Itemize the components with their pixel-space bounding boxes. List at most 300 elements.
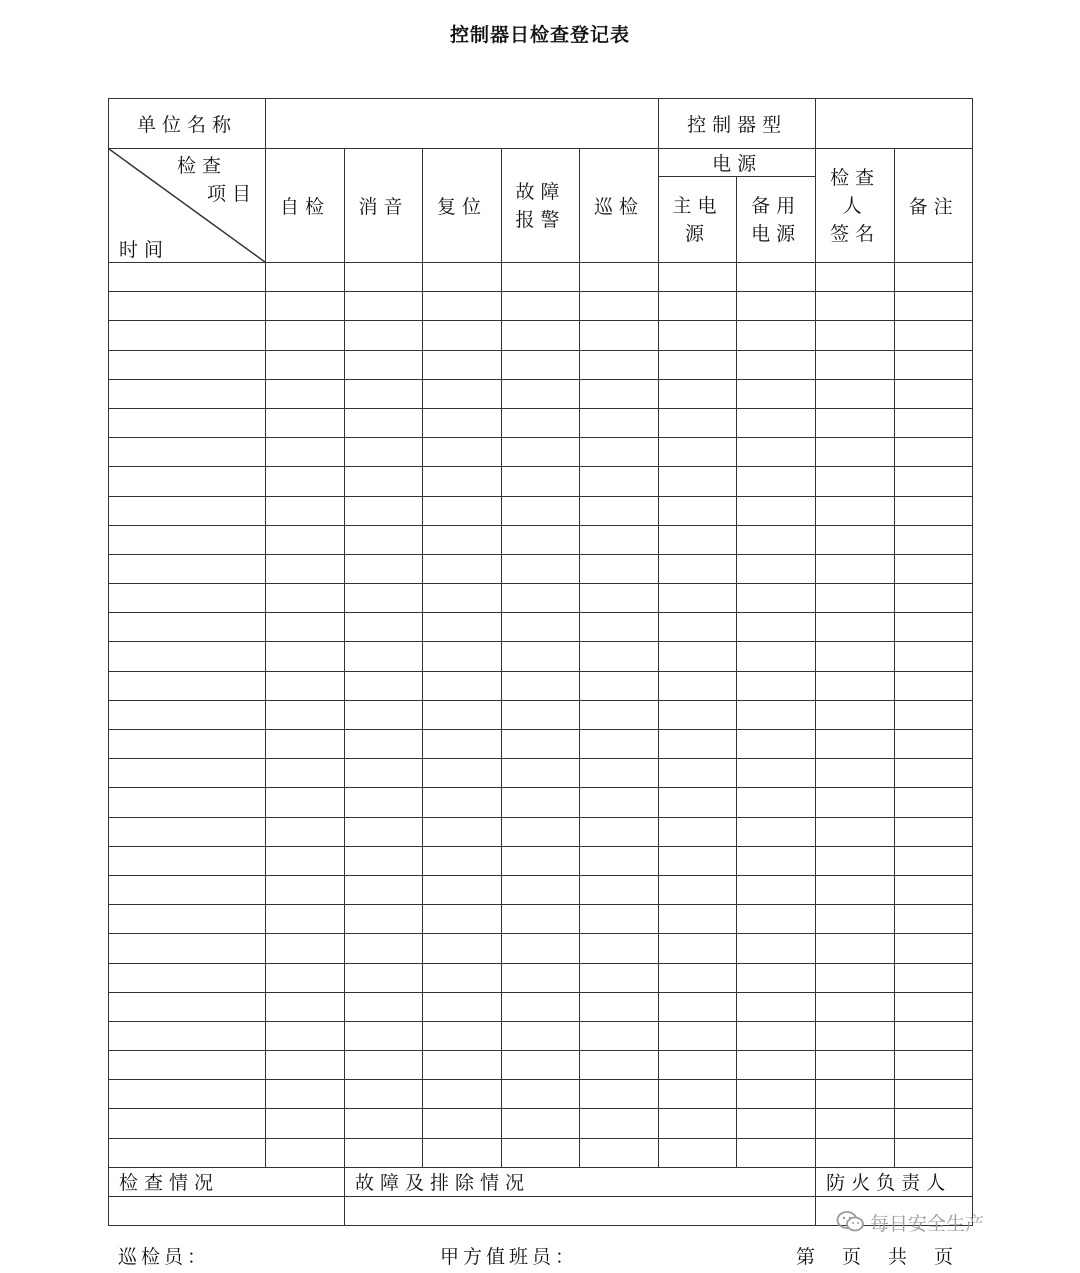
- cell-remark[interactable]: [895, 992, 973, 1021]
- cell-inspector[interactable]: [816, 613, 895, 642]
- cell-selfcheck[interactable]: [266, 554, 345, 583]
- cell-time[interactable]: [109, 1051, 266, 1080]
- cell-time[interactable]: [109, 934, 266, 963]
- cell-patrol[interactable]: [580, 379, 659, 408]
- cell-patrol[interactable]: [580, 1080, 659, 1109]
- cell-backup-power[interactable]: [737, 379, 816, 408]
- cell-fault-alarm[interactable]: [502, 263, 580, 292]
- cell-reset[interactable]: [423, 379, 502, 408]
- cell-remark[interactable]: [895, 759, 973, 788]
- cell-inspector[interactable]: [816, 1051, 895, 1080]
- cell-inspector[interactable]: [816, 438, 895, 467]
- cell-patrol[interactable]: [580, 730, 659, 759]
- cell-remark[interactable]: [895, 642, 973, 671]
- cell-backup-power[interactable]: [737, 613, 816, 642]
- cell-time[interactable]: [109, 263, 266, 292]
- cell-patrol[interactable]: [580, 408, 659, 437]
- cell-fault-alarm[interactable]: [502, 1109, 580, 1138]
- cell-mute[interactable]: [345, 759, 423, 788]
- cell-selfcheck[interactable]: [266, 846, 345, 875]
- cell-mute[interactable]: [345, 379, 423, 408]
- cell-mute[interactable]: [345, 905, 423, 934]
- cell-inspector[interactable]: [816, 934, 895, 963]
- cell-selfcheck[interactable]: [266, 992, 345, 1021]
- cell-main-power[interactable]: [659, 292, 737, 321]
- cell-backup-power[interactable]: [737, 905, 816, 934]
- cell-selfcheck[interactable]: [266, 496, 345, 525]
- cell-patrol[interactable]: [580, 263, 659, 292]
- cell-time[interactable]: [109, 467, 266, 496]
- cell-time[interactable]: [109, 846, 266, 875]
- cell-remark[interactable]: [895, 554, 973, 583]
- cell-main-power[interactable]: [659, 1109, 737, 1138]
- cell-remark[interactable]: [895, 1109, 973, 1138]
- cell-fault-alarm[interactable]: [502, 350, 580, 379]
- cell-backup-power[interactable]: [737, 875, 816, 904]
- cell-fault-alarm[interactable]: [502, 1051, 580, 1080]
- cell-selfcheck[interactable]: [266, 671, 345, 700]
- cell-time[interactable]: [109, 788, 266, 817]
- cell-time[interactable]: [109, 584, 266, 613]
- cell-main-power[interactable]: [659, 613, 737, 642]
- cell-remark[interactable]: [895, 525, 973, 554]
- cell-main-power[interactable]: [659, 496, 737, 525]
- cell-mute[interactable]: [345, 350, 423, 379]
- cell-main-power[interactable]: [659, 408, 737, 437]
- cell-mute[interactable]: [345, 584, 423, 613]
- cell-inspector[interactable]: [816, 584, 895, 613]
- cell-reset[interactable]: [423, 905, 502, 934]
- cell-backup-power[interactable]: [737, 700, 816, 729]
- cell-mute[interactable]: [345, 788, 423, 817]
- cell-selfcheck[interactable]: [266, 379, 345, 408]
- cell-inspector[interactable]: [816, 759, 895, 788]
- cell-time[interactable]: [109, 759, 266, 788]
- cell-reset[interactable]: [423, 700, 502, 729]
- cell-fault-alarm[interactable]: [502, 321, 580, 350]
- cell-remark[interactable]: [895, 817, 973, 846]
- cell-inspector[interactable]: [816, 1138, 895, 1167]
- cell-selfcheck[interactable]: [266, 350, 345, 379]
- cell-fault-alarm[interactable]: [502, 379, 580, 408]
- cell-mute[interactable]: [345, 263, 423, 292]
- cell-patrol[interactable]: [580, 1138, 659, 1167]
- cell-mute[interactable]: [345, 963, 423, 992]
- cell-inspector[interactable]: [816, 379, 895, 408]
- cell-reset[interactable]: [423, 1051, 502, 1080]
- cell-reset[interactable]: [423, 759, 502, 788]
- cell-main-power[interactable]: [659, 438, 737, 467]
- cell-time[interactable]: [109, 408, 266, 437]
- cell-main-power[interactable]: [659, 846, 737, 875]
- cell-selfcheck[interactable]: [266, 321, 345, 350]
- cell-backup-power[interactable]: [737, 321, 816, 350]
- cell-backup-power[interactable]: [737, 350, 816, 379]
- cell-selfcheck[interactable]: [266, 525, 345, 554]
- cell-time[interactable]: [109, 642, 266, 671]
- cell-inspector[interactable]: [816, 496, 895, 525]
- cell-remark[interactable]: [895, 292, 973, 321]
- cell-mute[interactable]: [345, 613, 423, 642]
- cell-main-power[interactable]: [659, 1051, 737, 1080]
- cell-patrol[interactable]: [580, 934, 659, 963]
- cell-reset[interactable]: [423, 613, 502, 642]
- cell-reset[interactable]: [423, 350, 502, 379]
- cell-remark[interactable]: [895, 408, 973, 437]
- cell-remark[interactable]: [895, 1051, 973, 1080]
- cell-backup-power[interactable]: [737, 292, 816, 321]
- cell-mute[interactable]: [345, 1138, 423, 1167]
- cell-time[interactable]: [109, 613, 266, 642]
- cell-fault-alarm[interactable]: [502, 584, 580, 613]
- cell-patrol[interactable]: [580, 1109, 659, 1138]
- cell-remark[interactable]: [895, 1021, 973, 1050]
- cell-main-power[interactable]: [659, 671, 737, 700]
- cell-fault-alarm[interactable]: [502, 817, 580, 846]
- cell-selfcheck[interactable]: [266, 700, 345, 729]
- cell-main-power[interactable]: [659, 321, 737, 350]
- cell-mute[interactable]: [345, 730, 423, 759]
- cell-selfcheck[interactable]: [266, 730, 345, 759]
- cell-fault-alarm[interactable]: [502, 700, 580, 729]
- cell-main-power[interactable]: [659, 467, 737, 496]
- cell-time[interactable]: [109, 992, 266, 1021]
- cell-main-power[interactable]: [659, 379, 737, 408]
- unit-name-field[interactable]: [266, 99, 659, 149]
- cell-fault-alarm[interactable]: [502, 934, 580, 963]
- cell-fault-alarm[interactable]: [502, 759, 580, 788]
- cell-backup-power[interactable]: [737, 467, 816, 496]
- cell-fault-alarm[interactable]: [502, 613, 580, 642]
- cell-inspector[interactable]: [816, 817, 895, 846]
- cell-inspector[interactable]: [816, 554, 895, 583]
- cell-fault-alarm[interactable]: [502, 963, 580, 992]
- cell-patrol[interactable]: [580, 613, 659, 642]
- cell-reset[interactable]: [423, 1021, 502, 1050]
- cell-mute[interactable]: [345, 408, 423, 437]
- cell-time[interactable]: [109, 496, 266, 525]
- cell-mute[interactable]: [345, 846, 423, 875]
- cell-inspector[interactable]: [816, 905, 895, 934]
- cell-patrol[interactable]: [580, 788, 659, 817]
- cell-selfcheck[interactable]: [266, 438, 345, 467]
- cell-main-power[interactable]: [659, 905, 737, 934]
- cell-main-power[interactable]: [659, 1138, 737, 1167]
- cell-fault-alarm[interactable]: [502, 992, 580, 1021]
- cell-mute[interactable]: [345, 671, 423, 700]
- cell-reset[interactable]: [423, 584, 502, 613]
- cell-backup-power[interactable]: [737, 671, 816, 700]
- cell-mute[interactable]: [345, 525, 423, 554]
- cell-time[interactable]: [109, 1138, 266, 1167]
- cell-time[interactable]: [109, 292, 266, 321]
- cell-mute[interactable]: [345, 642, 423, 671]
- cell-mute[interactable]: [345, 1080, 423, 1109]
- cell-backup-power[interactable]: [737, 817, 816, 846]
- cell-selfcheck[interactable]: [266, 905, 345, 934]
- cell-time[interactable]: [109, 554, 266, 583]
- cell-fault-alarm[interactable]: [502, 1138, 580, 1167]
- cell-fault-alarm[interactable]: [502, 1021, 580, 1050]
- cell-reset[interactable]: [423, 992, 502, 1021]
- cell-reset[interactable]: [423, 408, 502, 437]
- cell-mute[interactable]: [345, 292, 423, 321]
- cell-time[interactable]: [109, 671, 266, 700]
- cell-backup-power[interactable]: [737, 788, 816, 817]
- cell-inspector[interactable]: [816, 1021, 895, 1050]
- cell-backup-power[interactable]: [737, 554, 816, 583]
- cell-backup-power[interactable]: [737, 963, 816, 992]
- cell-time[interactable]: [109, 1021, 266, 1050]
- cell-selfcheck[interactable]: [266, 292, 345, 321]
- cell-inspector[interactable]: [816, 875, 895, 904]
- cell-backup-power[interactable]: [737, 730, 816, 759]
- cell-main-power[interactable]: [659, 1080, 737, 1109]
- cell-patrol[interactable]: [580, 963, 659, 992]
- cell-remark[interactable]: [895, 263, 973, 292]
- cell-patrol[interactable]: [580, 321, 659, 350]
- cell-remark[interactable]: [895, 350, 973, 379]
- cell-main-power[interactable]: [659, 1021, 737, 1050]
- inspection-status-field[interactable]: [109, 1196, 345, 1225]
- cell-backup-power[interactable]: [737, 1138, 816, 1167]
- cell-main-power[interactable]: [659, 788, 737, 817]
- cell-backup-power[interactable]: [737, 846, 816, 875]
- cell-reset[interactable]: [423, 1109, 502, 1138]
- cell-inspector[interactable]: [816, 350, 895, 379]
- cell-reset[interactable]: [423, 525, 502, 554]
- cell-selfcheck[interactable]: [266, 467, 345, 496]
- cell-reset[interactable]: [423, 671, 502, 700]
- cell-backup-power[interactable]: [737, 438, 816, 467]
- cell-main-power[interactable]: [659, 642, 737, 671]
- cell-backup-power[interactable]: [737, 263, 816, 292]
- cell-patrol[interactable]: [580, 584, 659, 613]
- cell-main-power[interactable]: [659, 730, 737, 759]
- cell-inspector[interactable]: [816, 1080, 895, 1109]
- cell-time[interactable]: [109, 875, 266, 904]
- cell-remark[interactable]: [895, 496, 973, 525]
- cell-selfcheck[interactable]: [266, 1051, 345, 1080]
- cell-selfcheck[interactable]: [266, 1021, 345, 1050]
- cell-main-power[interactable]: [659, 525, 737, 554]
- cell-selfcheck[interactable]: [266, 584, 345, 613]
- cell-backup-power[interactable]: [737, 1051, 816, 1080]
- cell-backup-power[interactable]: [737, 759, 816, 788]
- cell-remark[interactable]: [895, 730, 973, 759]
- cell-reset[interactable]: [423, 467, 502, 496]
- cell-mute[interactable]: [345, 700, 423, 729]
- cell-fault-alarm[interactable]: [502, 642, 580, 671]
- fault-status-field[interactable]: [345, 1196, 816, 1225]
- cell-remark[interactable]: [895, 905, 973, 934]
- cell-fault-alarm[interactable]: [502, 671, 580, 700]
- cell-inspector[interactable]: [816, 730, 895, 759]
- cell-inspector[interactable]: [816, 700, 895, 729]
- cell-mute[interactable]: [345, 934, 423, 963]
- cell-remark[interactable]: [895, 321, 973, 350]
- cell-reset[interactable]: [423, 817, 502, 846]
- cell-fault-alarm[interactable]: [502, 875, 580, 904]
- cell-selfcheck[interactable]: [266, 875, 345, 904]
- cell-remark[interactable]: [895, 963, 973, 992]
- cell-main-power[interactable]: [659, 992, 737, 1021]
- cell-inspector[interactable]: [816, 642, 895, 671]
- cell-patrol[interactable]: [580, 817, 659, 846]
- cell-remark[interactable]: [895, 700, 973, 729]
- cell-main-power[interactable]: [659, 700, 737, 729]
- cell-reset[interactable]: [423, 438, 502, 467]
- cell-backup-power[interactable]: [737, 934, 816, 963]
- cell-inspector[interactable]: [816, 992, 895, 1021]
- cell-reset[interactable]: [423, 846, 502, 875]
- cell-time[interactable]: [109, 321, 266, 350]
- cell-main-power[interactable]: [659, 759, 737, 788]
- cell-main-power[interactable]: [659, 875, 737, 904]
- cell-time[interactable]: [109, 438, 266, 467]
- cell-remark[interactable]: [895, 379, 973, 408]
- cell-remark[interactable]: [895, 584, 973, 613]
- cell-selfcheck[interactable]: [266, 963, 345, 992]
- cell-patrol[interactable]: [580, 438, 659, 467]
- cell-selfcheck[interactable]: [266, 759, 345, 788]
- cell-remark[interactable]: [895, 613, 973, 642]
- cell-time[interactable]: [109, 700, 266, 729]
- cell-backup-power[interactable]: [737, 496, 816, 525]
- cell-patrol[interactable]: [580, 671, 659, 700]
- cell-patrol[interactable]: [580, 525, 659, 554]
- cell-selfcheck[interactable]: [266, 642, 345, 671]
- cell-backup-power[interactable]: [737, 1109, 816, 1138]
- cell-patrol[interactable]: [580, 642, 659, 671]
- cell-inspector[interactable]: [816, 846, 895, 875]
- cell-time[interactable]: [109, 730, 266, 759]
- cell-selfcheck[interactable]: [266, 408, 345, 437]
- cell-fault-alarm[interactable]: [502, 788, 580, 817]
- cell-selfcheck[interactable]: [266, 788, 345, 817]
- cell-reset[interactable]: [423, 496, 502, 525]
- cell-remark[interactable]: [895, 875, 973, 904]
- cell-mute[interactable]: [345, 554, 423, 583]
- cell-main-power[interactable]: [659, 934, 737, 963]
- cell-selfcheck[interactable]: [266, 1138, 345, 1167]
- cell-patrol[interactable]: [580, 875, 659, 904]
- cell-reset[interactable]: [423, 642, 502, 671]
- cell-patrol[interactable]: [580, 905, 659, 934]
- cell-remark[interactable]: [895, 846, 973, 875]
- cell-inspector[interactable]: [816, 963, 895, 992]
- cell-mute[interactable]: [345, 1021, 423, 1050]
- cell-fault-alarm[interactable]: [502, 730, 580, 759]
- cell-mute[interactable]: [345, 496, 423, 525]
- cell-mute[interactable]: [345, 817, 423, 846]
- cell-backup-power[interactable]: [737, 525, 816, 554]
- cell-remark[interactable]: [895, 467, 973, 496]
- cell-reset[interactable]: [423, 788, 502, 817]
- cell-fault-alarm[interactable]: [502, 554, 580, 583]
- cell-time[interactable]: [109, 817, 266, 846]
- cell-backup-power[interactable]: [737, 408, 816, 437]
- cell-inspector[interactable]: [816, 525, 895, 554]
- cell-fault-alarm[interactable]: [502, 1080, 580, 1109]
- cell-mute[interactable]: [345, 992, 423, 1021]
- cell-main-power[interactable]: [659, 584, 737, 613]
- cell-remark[interactable]: [895, 934, 973, 963]
- controller-model-field[interactable]: [816, 99, 973, 149]
- cell-inspector[interactable]: [816, 408, 895, 437]
- cell-patrol[interactable]: [580, 700, 659, 729]
- cell-remark[interactable]: [895, 671, 973, 700]
- cell-fault-alarm[interactable]: [502, 408, 580, 437]
- cell-patrol[interactable]: [580, 992, 659, 1021]
- cell-selfcheck[interactable]: [266, 934, 345, 963]
- cell-inspector[interactable]: [816, 1109, 895, 1138]
- cell-reset[interactable]: [423, 1080, 502, 1109]
- cell-reset[interactable]: [423, 875, 502, 904]
- cell-time[interactable]: [109, 379, 266, 408]
- cell-remark[interactable]: [895, 1080, 973, 1109]
- cell-inspector[interactable]: [816, 292, 895, 321]
- cell-time[interactable]: [109, 1109, 266, 1138]
- cell-remark[interactable]: [895, 788, 973, 817]
- cell-reset[interactable]: [423, 1138, 502, 1167]
- cell-patrol[interactable]: [580, 846, 659, 875]
- cell-backup-power[interactable]: [737, 584, 816, 613]
- cell-time[interactable]: [109, 905, 266, 934]
- cell-selfcheck[interactable]: [266, 1080, 345, 1109]
- cell-fault-alarm[interactable]: [502, 525, 580, 554]
- cell-patrol[interactable]: [580, 292, 659, 321]
- cell-remark[interactable]: [895, 438, 973, 467]
- cell-reset[interactable]: [423, 263, 502, 292]
- cell-main-power[interactable]: [659, 263, 737, 292]
- cell-inspector[interactable]: [816, 321, 895, 350]
- cell-selfcheck[interactable]: [266, 817, 345, 846]
- cell-mute[interactable]: [345, 1051, 423, 1080]
- cell-fault-alarm[interactable]: [502, 438, 580, 467]
- cell-inspector[interactable]: [816, 467, 895, 496]
- cell-inspector[interactable]: [816, 788, 895, 817]
- cell-fault-alarm[interactable]: [502, 496, 580, 525]
- cell-mute[interactable]: [345, 467, 423, 496]
- cell-reset[interactable]: [423, 554, 502, 583]
- cell-remark[interactable]: [895, 1138, 973, 1167]
- cell-backup-power[interactable]: [737, 1021, 816, 1050]
- cell-fault-alarm[interactable]: [502, 846, 580, 875]
- cell-mute[interactable]: [345, 1109, 423, 1138]
- cell-backup-power[interactable]: [737, 642, 816, 671]
- cell-inspector[interactable]: [816, 263, 895, 292]
- cell-reset[interactable]: [423, 963, 502, 992]
- cell-main-power[interactable]: [659, 350, 737, 379]
- cell-inspector[interactable]: [816, 671, 895, 700]
- cell-patrol[interactable]: [580, 1051, 659, 1080]
- cell-main-power[interactable]: [659, 554, 737, 583]
- cell-fault-alarm[interactable]: [502, 467, 580, 496]
- cell-time[interactable]: [109, 525, 266, 554]
- cell-patrol[interactable]: [580, 554, 659, 583]
- cell-selfcheck[interactable]: [266, 263, 345, 292]
- cell-selfcheck[interactable]: [266, 613, 345, 642]
- cell-reset[interactable]: [423, 730, 502, 759]
- cell-patrol[interactable]: [580, 467, 659, 496]
- cell-mute[interactable]: [345, 438, 423, 467]
- cell-backup-power[interactable]: [737, 1080, 816, 1109]
- cell-reset[interactable]: [423, 292, 502, 321]
- cell-reset[interactable]: [423, 934, 502, 963]
- cell-patrol[interactable]: [580, 1021, 659, 1050]
- cell-patrol[interactable]: [580, 496, 659, 525]
